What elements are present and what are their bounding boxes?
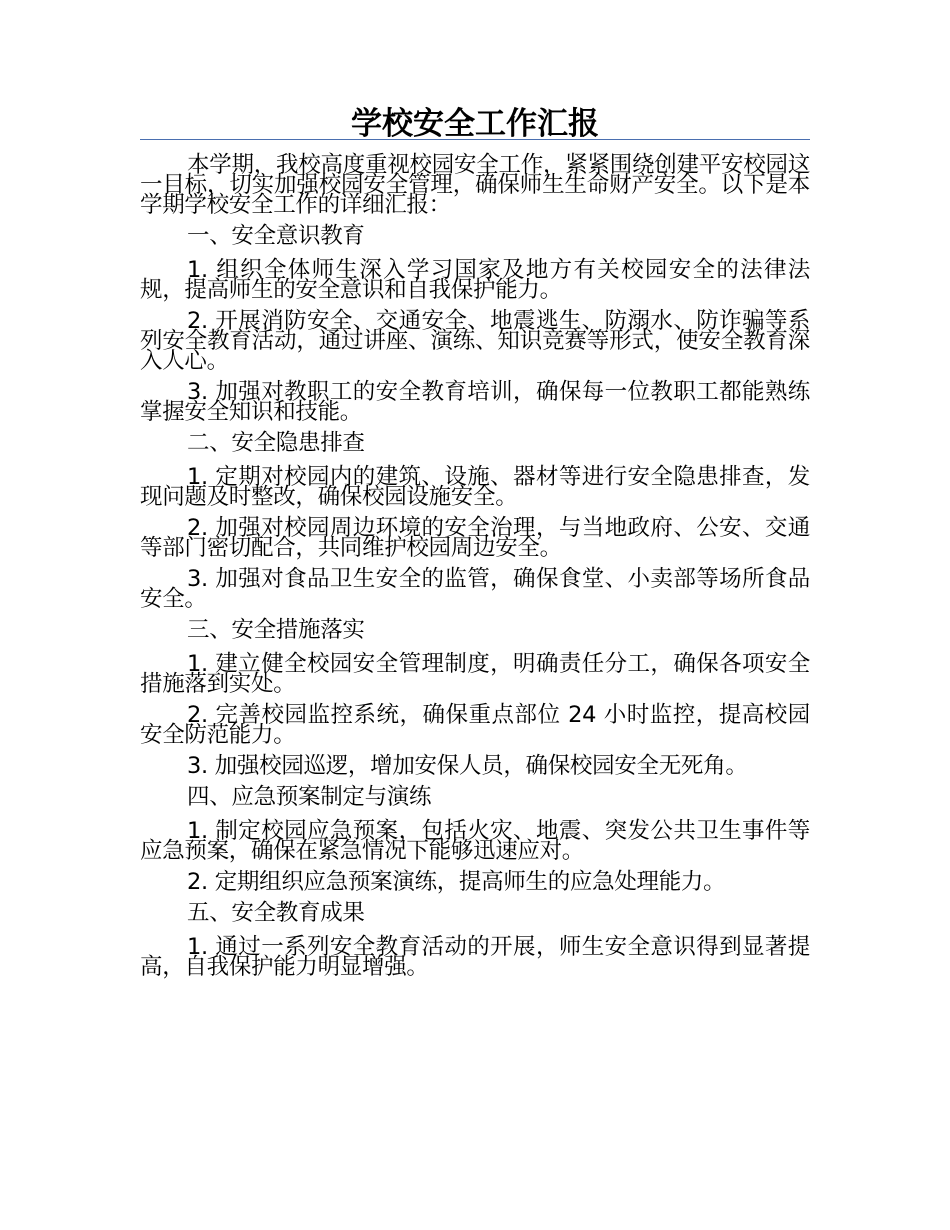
- document-body: [140, 152, 810, 988]
- paragraph-2-2: 2. 加强对校园周边环境的安全治理，与当地政府、公安、交通等部门密切配合，共同维护校园周边安全。: [140, 515, 810, 561]
- section-heading-1: 一、安全意识教育: [187, 223, 365, 249]
- title-underline: [140, 139, 810, 140]
- paragraph-1-2: 2. 开展消防安全、交通安全、地震逃生、防溺水、防诈骗等系列安全教育活动，通过讲座、演练、知识竞赛等形式，使安全教育深入人心。: [140, 308, 810, 374]
- intro-paragraph: 本学期，我校高度重视校园安全工作，紧紧围绕创建平安校园这一目标，切实加强校园安全管理，确保师生生命财产安全。以下是本学期学校安全工作的详细汇报：: [140, 152, 810, 218]
- section-heading-5: 五、安全教育成果: [187, 900, 365, 926]
- section-heading-4: 四、应急预案制定与演练: [187, 784, 432, 810]
- paragraph-1-1: 1. 组织全体师生深入学习国家及地方有关校园安全的法律法规，提高师生的安全意识和自我保护能力。: [140, 257, 810, 303]
- paragraph-5-1: 1. 通过一系列安全教育活动的开展，师生安全意识得到显著提高，自我保护能力明显增强。: [140, 934, 810, 980]
- paragraph-2-1: 1. 定期对校园内的建筑、设施、器材等进行安全隐患排查，发现问题及时整改，确保校园设施安全。: [140, 464, 810, 510]
- paragraph-2-3: 3. 加强对食品卫生安全的监管，确保食堂、小卖部等场所食品安全。: [140, 566, 810, 612]
- paragraph-3-3: 3. 加强校园巡逻，增加安保人员，确保校园安全无死角。: [187, 753, 748, 779]
- paragraph-4-2: 2. 定期组织应急预案演练，提高师生的应急处理能力。: [187, 869, 726, 895]
- paragraph-4-1: 1. 制定校园应急预案，包括火灾、地震、突发公共卫生事件等应急预案，确保在紧急情况下能够迅速应对。: [140, 818, 810, 864]
- section-heading-2: 二、安全隐患排查: [187, 430, 365, 456]
- paragraph-3-1: 1. 建立健全校园安全管理制度，明确责任分工，确保各项安全措施落到实处。: [140, 651, 810, 697]
- document-title: 学校安全工作汇报: [351, 106, 599, 142]
- paragraph-1-3: 3. 加强对教职工的安全教育培训，确保每一位教职工都能熟练掌握安全知识和技能。: [140, 379, 810, 425]
- paragraph-3-2: 2. 完善校园监控系统，确保重点部位 24 小时监控，提高校园安全防范能力。: [140, 702, 810, 748]
- section-heading-3: 三、安全措施落实: [187, 617, 365, 643]
